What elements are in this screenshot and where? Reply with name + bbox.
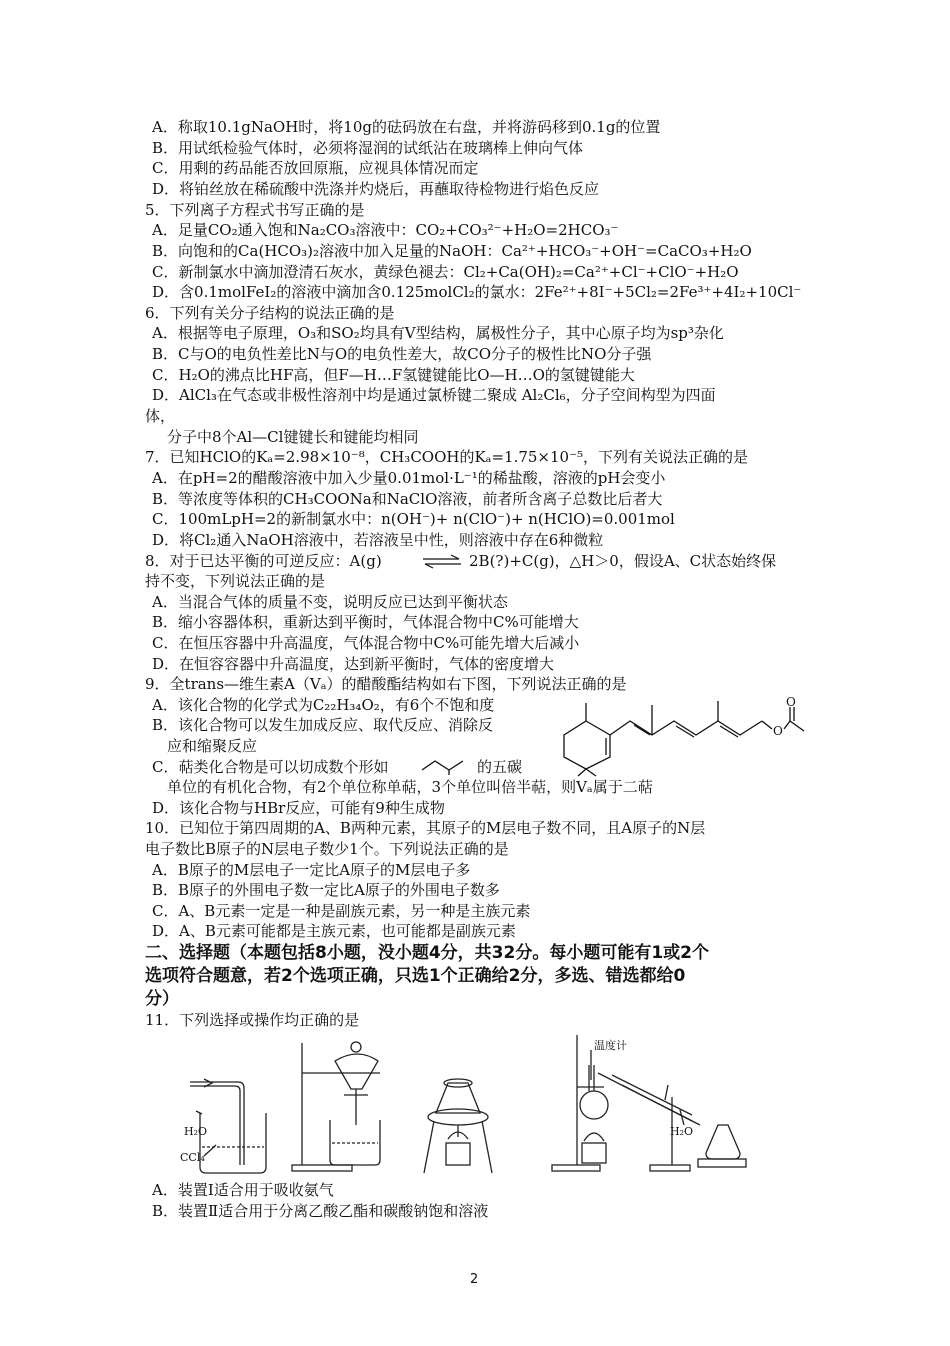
q4-option-c: C．用剩的药品能否放回原瓶，应视具体情况而定: [152, 159, 479, 177]
q10-option-b: B．B原子的外围电子数一定比A原子的外围电子数多: [152, 881, 500, 899]
q8-stem-left: 8．对于已达平衡的可逆反应：A(g): [145, 552, 382, 570]
q10-option-c: C．A、B元素一定是一种是副族元素，另一种是主族元素: [152, 902, 531, 920]
q11-stem: 11．下列选择或操作均正确的是: [145, 1011, 360, 1029]
q8-stem-line2: 持不变，下列说法正确的是: [145, 572, 326, 590]
q7-option-c: C．100mLpH=2的新制氯水中：n(OH⁻)+ n(ClO⁻)+ n(HClO)=0.001mol: [152, 510, 675, 528]
q10-stem-line1: 10．已知位于第四周期的A、B两种元素，其原子的M层电子数不同，且A原子的N层: [145, 819, 706, 837]
q8-stem-right: 2B(?)+C(g)，△H＞0，假设A、C状态始终保: [469, 552, 777, 570]
q6-option-d-line3: 分子中8个Al—Cl键键长和键能均相同: [167, 428, 419, 446]
q10-option-d: D．A、B元素可能都是主族元素，也可能都是副族元素: [152, 922, 516, 940]
label-ccl4: CCl₄: [180, 1151, 205, 1164]
q8-option-d: D．在恒容容器中升高温度，达到新平衡时，气体的密度增大: [152, 655, 555, 673]
page-number: 2: [470, 1272, 479, 1287]
svg-text:O: O: [773, 724, 783, 738]
q9-option-c-line1b: 的五碳: [477, 758, 523, 776]
q6-stem: 6．下列有关分子结构的说法正确的是: [145, 304, 395, 322]
q6-option-c: C．H₂O的沸点比HF高，但F—H…F氢键键能比O—H…O的氢键键能大: [152, 366, 635, 384]
section2-header-line1: 二、选择题（本题包括8小题，没小题4分，共32分。每小题可能有1或2个: [145, 943, 709, 963]
q6-option-a: A．根据等电子原理，O₃和SO₂均具有V型结构，属极性分子，其中心原子均为sp³杂化: [152, 324, 724, 342]
q9-option-d: D．该化合物与HBr反应，可能有9种生成物: [152, 799, 445, 817]
label-h2o-condenser: H₂O: [670, 1125, 694, 1138]
q5-option-b: B．向饱和的Ca(HCO₃)₂溶液中加入足量的NaOH：Ca²⁺+HCO₃⁻+OH⁻=CaCO₃+H₂O: [152, 242, 752, 260]
q11-option-b: B．装置Ⅱ适合用于分离乙酸乙酯和碳酸钠饱和溶液: [152, 1202, 489, 1220]
q6-option-d-line1: D．AlCl₃在气态或非极性溶剂中均是通过氯桥键二聚成 Al₂Cl₆，分子空间构型为四面: [152, 386, 716, 404]
svg-text:O: O: [786, 695, 796, 709]
q9-option-c-line2: 单位的有机化合物，有2个单位称单萜，3个单位叫倍半萜，则Vₐ属于二萜: [167, 778, 653, 796]
q4-option-a: A．称取10.1gNaOH时，将10g的砝码放在右盘，并将游码移到0.1g的位置: [152, 118, 661, 136]
label-fig-3: [480, 1179, 493, 1180]
q11-apparatus-figure: [180, 1025, 760, 1180]
section2-header-line3: 分）: [145, 989, 179, 1009]
q9-option-c-line1a: C．萜类化合物是可以切成数个形如: [152, 758, 389, 776]
q10-option-a: A．B原子的M层电子一定比A原子的M层电子多: [152, 861, 471, 879]
q10-stem-line2: 电子数比B原子的N层电子数少1个。下列说法正确的是: [145, 840, 509, 858]
q4-option-b: B．用试纸检验气体时，必须将湿润的试纸沾在玻璃棒上伸向气体: [152, 139, 584, 157]
q5-stem: 5．下列离子方程式书写正确的是: [145, 201, 365, 219]
q9-option-b-line2: 应和缩聚反应: [167, 737, 258, 755]
equilibrium-arrow-icon: [421, 551, 463, 571]
q8-option-a: A．当混合气体的质量不变，说明反应已达到平衡状态: [152, 593, 508, 611]
q5-option-a: A．足量CO₂通入饱和Na₂CO₃溶液中：CO₂+CO₃²⁻+H₂O=2HCO₃⁻: [152, 221, 619, 239]
vitamin-a-acetate-structure-diagram: [548, 695, 808, 777]
q4-option-d: D．将铂丝放在稀硫酸中洗涤并灼烧后，再蘸取待检物进行焰色反应: [152, 180, 600, 198]
q11-option-a: A．装置Ⅰ适合用于吸收氨气: [152, 1181, 334, 1199]
q9-stem: 9．全trans—维生素A（Vₐ）的醋酸酯结构如右下图，下列说法正确的是: [145, 675, 627, 693]
label-thermometer: 温度计: [594, 1039, 627, 1052]
q7-option-d: D．将Cl₂通入NaOH溶液中，若溶液呈中性，则溶液中存在6种微粒: [152, 531, 604, 549]
label-fig-2: [336, 1179, 345, 1180]
q7-option-a: A．在pH=2的醋酸溶液中加入少量0.01mol·L⁻¹的稀盐酸，溶液的pH会变小: [152, 469, 666, 487]
q5-option-c: C．新制氯水中滴加澄清石灰水，黄绿色褪去：Cl₂+Ca(OH)₂=Ca²⁺+Cl⁻+ClO⁻+H₂O: [152, 263, 739, 281]
q9-option-b-line1: B．该化合物可以发生加成反应、取代反应、消除反: [152, 716, 494, 734]
q8-option-b: B．缩小容器体积，重新达到平衡时，气体混合物中C%可能增大: [152, 613, 579, 631]
label-h2o: H₂O: [184, 1125, 208, 1138]
q6-option-d-line2: 体，: [145, 407, 176, 425]
label-fig-4: [662, 1179, 676, 1180]
q9-option-a: A．该化合物的化学式为C₂₂H₃₄O₂，有6个不饱和度: [152, 696, 495, 714]
isoprene-unit-icon: [418, 750, 474, 776]
q5-option-d: D．含0.1molFeI₂的溶液中滴加含0.125molCl₂的氯水：2Fe²⁺+8I⁻+5Cl₂=2Fe³⁺+4I₂+10Cl⁻: [152, 283, 802, 301]
q8-option-c: C．在恒压容器中升高温度，气体混合物中C%可能先增大后减小: [152, 634, 580, 652]
q6-option-b: B．C与O的电负性差比N与O的电负性差大，故CO分子的极性比NO分子强: [152, 345, 652, 363]
section2-header-line2: 选项符合题意，若2个选项正确，只选1个正确给2分，多选、错选都给0: [145, 966, 686, 986]
q7-option-b: B．等浓度等体积的CH₃COONa和NaClO溶液，前者所含离子总数比后者大: [152, 490, 663, 508]
q7-stem: 7．已知HClO的Kₐ=2.98×10⁻⁸，CH₃COOH的Kₐ=1.75×10⁻⁵，下列有关说法正确的是: [145, 448, 749, 466]
